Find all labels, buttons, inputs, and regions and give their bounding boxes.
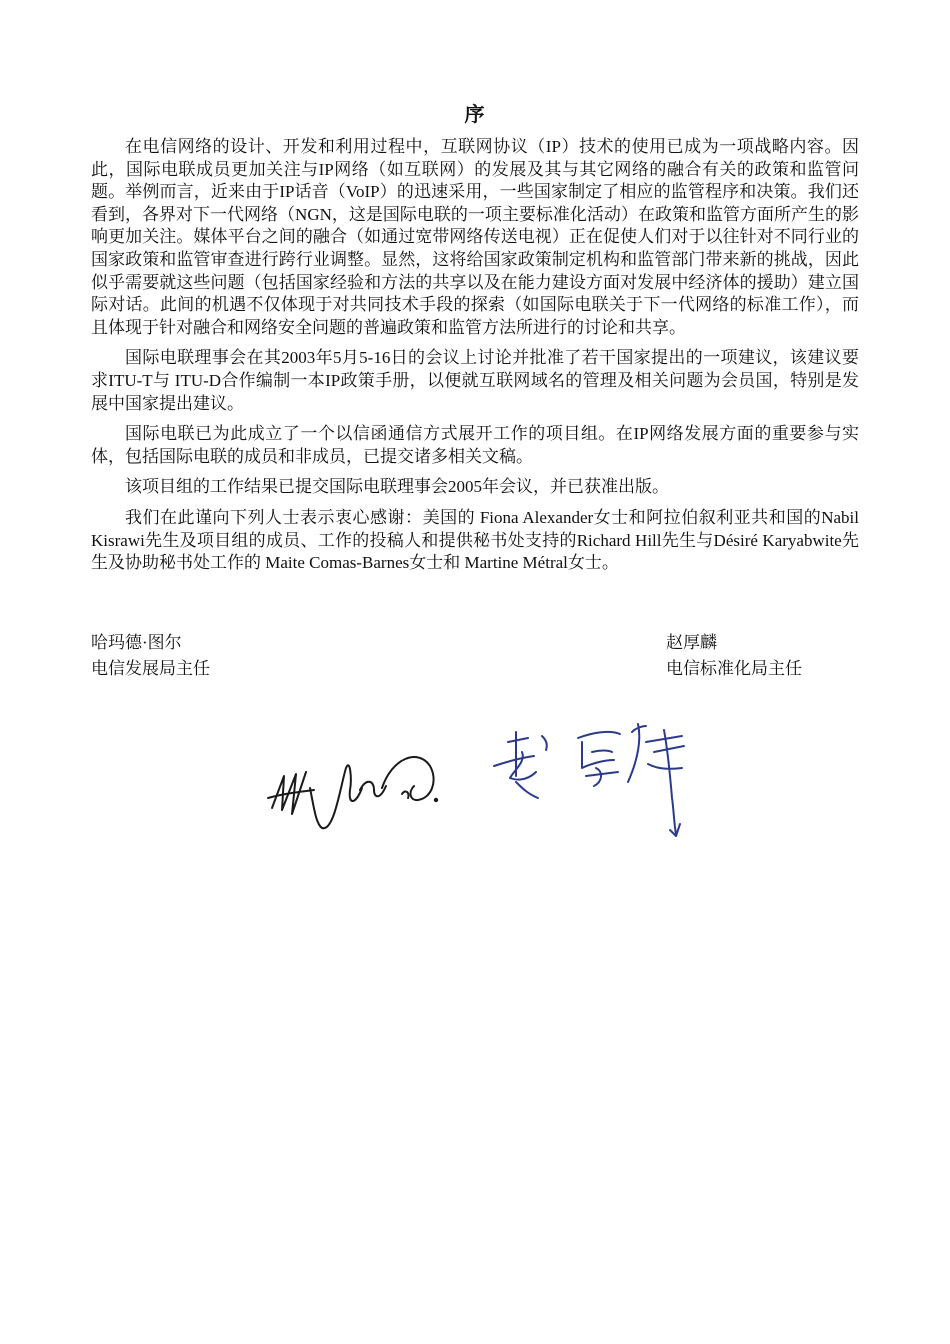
signatory-position: 电信发展局主任 xyxy=(91,659,210,678)
paragraph: 国际电联理事会在其2003年5月5-16日的会议上讨论并批准了若干国家提出的一项建议，该建议要求ITU-T与 ITU-D合作编制一本IP政策手册，以便就互联网域名的管理及相关问题为会员国，特别是发展中国家提出建议。 xyxy=(91,348,859,413)
handwritten-signature-right xyxy=(486,712,706,842)
signatory-right xyxy=(666,630,802,682)
paragraph: 国际电联已为此成立了一个以信函通信方式展开工作的项目组。在IP网络发展方面的重要参与实体，包括国际电联的成员和非成员，已提交诸多相关文稿。 xyxy=(91,424,859,466)
signatory-left xyxy=(91,630,210,682)
signatory-name: 赵厚麟 xyxy=(666,633,717,652)
preface-body xyxy=(91,136,859,583)
signatory-name: 哈玛德·图尔 xyxy=(91,633,182,652)
paragraph: 在电信网络的设计、开发和利用过程中，互联网协议（IP）技术的使用已成为一项战略内容。因此，国际电联成员更加关注与IP网络（如互联网）的发展及其与其它网络的融合有关的政策和监管问题。举例而言，近来由于IP话音（VoIP）的迅速采用，一些国家制定了相应的监管程序和决策。我们还看到，各界对下一代网络（NGN，这是国际电联的一项主要标准化活动）在政策和监管方面所产生的影响更加关注。媒体平台之间的融合（如通过宽带网络传送电视）正在促使人们对于以往针对不同行业的国家政策和监管审查进行跨行业调整。显然，这将给国家政策制定机构和监管部门带来新的挑战，因此似乎需要就这些问题（包括国家经验和方法的共享以及在能力建设方面对发展中经济体的援助）建立国际对话。此间的机遇不仅体现于对共同技术手段的探索（如国际电联关于下一代网络的标准工作），而且体现于针对融合和网络安全问题的普遍政策和监管方法所进行的讨论和共享。 xyxy=(91,137,859,337)
paragraph: 我们在此谨向下列人士表示衷心感谢：美国的 Fiona Alexander女士和阿拉伯叙利亚共和国的Nabil Kisrawi先生及项目组的成员、工作的投稿人和提供秘书处支持的Richard Hill先生与Désiré Karyabwite先生及协助秘书处工作的 Maite Comas-Barnes女士和 Martine Métral女士。 xyxy=(91,507,859,573)
paragraph: 该项目组的工作结果已提交国际电联理事会2005年会议，并已获准出版。 xyxy=(125,477,669,497)
handwritten-signature-left xyxy=(262,728,452,838)
page-title: 序 xyxy=(464,102,486,126)
signatory-position: 电信标准化局主任 xyxy=(666,659,802,678)
